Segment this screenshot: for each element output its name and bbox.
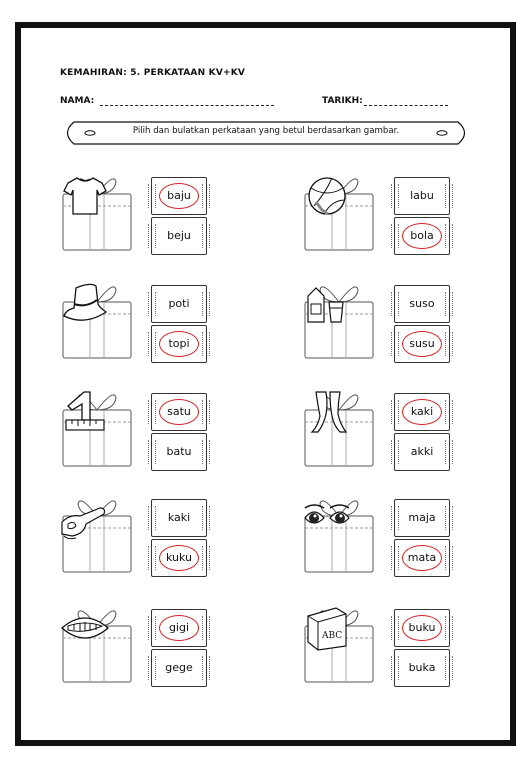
word-label: maja	[408, 511, 436, 524]
gift-box-eyes	[302, 492, 376, 574]
teeth-icon	[60, 602, 110, 652]
gift-box-t-shirt	[60, 170, 134, 252]
gift-box-teeth	[60, 602, 134, 684]
word-option[interactable]	[394, 217, 450, 255]
finger-nail-icon	[60, 492, 110, 542]
word-option[interactable]	[151, 649, 207, 687]
word-label: buku	[408, 621, 436, 634]
word-label: batu	[166, 445, 192, 458]
word-label: akki	[410, 445, 434, 458]
word-option[interactable]	[151, 433, 207, 471]
name-field[interactable]	[100, 105, 274, 106]
legs-icon	[302, 386, 352, 436]
word-label: labu	[410, 189, 434, 202]
word-option[interactable]	[151, 499, 207, 537]
svg-text:ABC: ABC	[322, 631, 343, 641]
word-option[interactable]	[151, 609, 207, 647]
word-label: mata	[407, 551, 437, 564]
word-label: kuku	[165, 551, 192, 564]
date-label: TARIKH:	[322, 96, 363, 106]
word-option[interactable]	[394, 177, 450, 215]
word-label: susu	[409, 337, 435, 350]
book-icon	[302, 602, 352, 652]
word-option[interactable]	[151, 177, 207, 215]
gift-box-milk-carton-and-glass	[302, 278, 376, 360]
word-label: baju	[167, 189, 191, 202]
word-label: bola	[410, 229, 434, 242]
word-label: beju	[167, 229, 191, 242]
word-option[interactable]	[394, 649, 450, 687]
gift-box-number-one	[60, 386, 134, 468]
word-label: buka	[408, 661, 436, 674]
gift-box-finger-nail	[60, 492, 134, 574]
word-label: satu	[167, 405, 191, 418]
instruction-banner	[60, 121, 472, 145]
word-option[interactable]	[151, 285, 207, 323]
word-option[interactable]	[151, 539, 207, 577]
word-option[interactable]	[394, 433, 450, 471]
gift-box-legs	[302, 386, 376, 468]
word-option[interactable]	[151, 217, 207, 255]
instruction-text: Pilih dan bulatkan perkataan yang betul berdasarkan gambar.	[132, 126, 400, 136]
word-option[interactable]	[394, 393, 450, 431]
word-label: gege	[165, 661, 193, 674]
word-label: poti	[168, 297, 190, 310]
eyes-icon	[302, 492, 352, 542]
gift-box-ball	[302, 170, 376, 252]
gift-box-hat	[60, 278, 134, 360]
word-label: topi	[168, 337, 190, 350]
word-label: kaki	[167, 511, 191, 524]
t-shirt-icon	[60, 170, 110, 220]
word-option[interactable]	[151, 325, 207, 363]
word-option[interactable]	[394, 609, 450, 647]
name-label: NAMA:	[60, 96, 95, 106]
worksheet-title: KEMAHIRAN: 5. PERKATAAN KV+KV	[60, 68, 246, 78]
word-option[interactable]	[394, 285, 450, 323]
word-option[interactable]	[394, 539, 450, 577]
word-label: suso	[409, 297, 435, 310]
word-label: kaki	[410, 405, 434, 418]
milk-carton-and-glass-icon	[302, 278, 352, 328]
word-option[interactable]	[151, 393, 207, 431]
number-one-icon	[60, 386, 110, 436]
word-option[interactable]	[394, 325, 450, 363]
date-field[interactable]	[364, 105, 448, 106]
word-option[interactable]	[394, 499, 450, 537]
ball-icon	[302, 170, 352, 220]
hat-icon	[60, 278, 110, 328]
word-label: gigi	[168, 621, 190, 634]
gift-box-book	[302, 602, 376, 684]
